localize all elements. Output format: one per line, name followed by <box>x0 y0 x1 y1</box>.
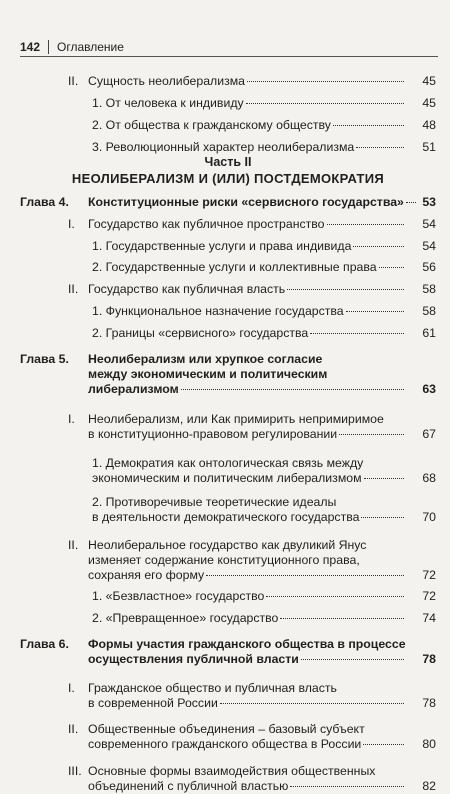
dot-leader <box>206 575 404 576</box>
toc-page-number: 61 <box>422 326 436 340</box>
dot-leader <box>379 267 404 268</box>
toc-entry-title <box>88 282 406 297</box>
toc-page-number: 45 <box>422 96 436 110</box>
toc-entry-title <box>88 538 406 583</box>
toc-entry-text-line: Общественные объединения – базовый субъект <box>88 722 365 736</box>
toc-entry-title <box>92 326 406 341</box>
toc-entry-title <box>92 304 406 319</box>
toc-entry <box>20 495 436 525</box>
dot-leader <box>346 311 404 312</box>
toc-page-number: 74 <box>422 611 436 625</box>
toc-entry <box>20 764 436 794</box>
toc-entry-number: Глава 6. <box>20 637 69 651</box>
dot-leader <box>356 147 404 148</box>
toc-page-number: 54 <box>422 239 436 253</box>
toc-entry-text-line: Неолиберализм, или Как примирить непримиримое <box>88 412 384 426</box>
toc-entry-text-line: Формы участия гражданского общества в процессе <box>88 637 406 651</box>
dot-leader <box>220 703 404 704</box>
toc-page-number: 51 <box>422 140 436 154</box>
toc-page-number: 48 <box>422 118 436 132</box>
toc-entry-text-line: осуществления публичной власти <box>88 652 299 666</box>
toc-entry-title <box>88 681 406 711</box>
toc-entry-text-line: в конституционно-правовом регулировании <box>88 427 338 441</box>
dot-leader <box>310 333 404 334</box>
toc-entry-text-line: Неолиберализм или хрупкое согласие <box>88 352 323 366</box>
toc-entry-text-line: Неолиберальное государство как двуликий Янус <box>88 538 367 552</box>
toc-entry-number: I. <box>68 412 75 426</box>
dot-leader <box>280 618 404 619</box>
toc-page-number: 78 <box>422 696 436 710</box>
toc-entry-text-line: 1. Функциональное назначение государства <box>92 304 344 318</box>
toc-entry <box>20 118 436 133</box>
dot-leader <box>361 517 404 518</box>
toc-entry-title <box>92 260 406 275</box>
toc-page-number: 70 <box>422 510 436 524</box>
toc-page-number: 68 <box>422 471 436 485</box>
header-divider <box>48 40 49 54</box>
toc-entry-title <box>92 456 406 486</box>
toc-entry-title <box>92 118 406 133</box>
toc-page-number: 58 <box>422 304 436 318</box>
toc-entry <box>20 589 436 604</box>
toc-entry-text-line: 2. От общества к гражданскому обществу <box>92 118 331 132</box>
toc-entry-title <box>88 352 406 397</box>
toc-entry-number: II. <box>68 722 79 736</box>
dot-leader <box>363 744 404 745</box>
toc-entry-title <box>92 140 406 155</box>
toc-entry <box>20 681 436 711</box>
toc-entry-number: I. <box>68 681 75 695</box>
toc-chapter-entry <box>20 195 436 210</box>
toc-entry-text-line: Государство как публичное пространство <box>88 217 325 231</box>
toc-entry <box>20 239 436 254</box>
dot-leader <box>364 478 404 479</box>
toc-entry-text-line: Гражданское общество и публичная власть <box>88 681 337 695</box>
toc-entry-text-line: в современной России <box>88 696 218 710</box>
toc-entry-number: III. <box>68 764 82 778</box>
toc-entry <box>20 96 436 111</box>
dot-leader <box>353 246 404 247</box>
toc-page-number: 56 <box>422 260 436 274</box>
toc-entry-number: II. <box>68 282 79 296</box>
running-title: Оглавление <box>57 40 124 54</box>
toc-entry <box>20 611 436 626</box>
part-title: НЕОЛИБЕРАЛИЗМ И (ИЛИ) ПОСТДЕМОКРАТИЯ <box>71 171 385 186</box>
toc-entry-text-line: 1. «Безвластное» государство <box>92 589 265 603</box>
toc-entry-number: Глава 5. <box>20 352 69 366</box>
toc-page-number: 80 <box>422 737 436 751</box>
toc-entry <box>20 538 436 583</box>
toc-entry-text-line: 2. Границы «сервисного» государства <box>92 326 309 340</box>
toc-page-number: 72 <box>422 568 436 582</box>
toc-entry-title <box>88 722 406 752</box>
toc-entry <box>20 217 436 232</box>
toc-entry-text-line: Основные формы взаимодействия общественных <box>88 764 376 778</box>
toc-entry <box>20 304 436 319</box>
dot-leader <box>327 224 404 225</box>
toc-entry-number: II. <box>68 74 79 88</box>
page-number: 142 <box>20 40 41 54</box>
toc-entry <box>20 412 436 442</box>
toc-entry-text-line: 1. Демократия как онтологическая связь между <box>92 456 364 470</box>
toc-entry-text-line: либерализмом <box>88 382 179 396</box>
toc-entry-title <box>88 412 406 442</box>
toc-entry-title <box>88 637 406 667</box>
toc-page-number: 63 <box>422 382 436 396</box>
toc-chapter-entry <box>20 637 436 667</box>
toc-entry-title <box>92 96 406 111</box>
toc-entry-title <box>92 495 406 525</box>
toc-entry <box>20 326 436 341</box>
toc-entry-title <box>88 74 406 89</box>
toc-entry-text-line: 1. Государственные услуги и права индивида <box>92 239 352 253</box>
dot-leader <box>287 289 404 290</box>
toc-entry-text-line: сохраняя его форму <box>88 568 205 582</box>
dot-leader <box>246 103 404 104</box>
toc-entry-number: II. <box>68 538 79 552</box>
toc-entry-text-line: между экономическим и политическим <box>88 367 328 381</box>
toc-page-number: 58 <box>422 282 436 296</box>
toc-entry-text-line: Сущность неолиберализма <box>88 74 246 88</box>
dot-leader <box>266 596 404 597</box>
toc-entry-text-line: современного гражданского общества в России <box>88 737 362 751</box>
toc-entry-title <box>92 611 406 626</box>
toc-entry-text-line: экономическим и политическим либерализмом <box>92 471 362 485</box>
toc-entry-title <box>88 217 406 232</box>
dot-leader <box>301 659 404 660</box>
toc-page-number: 53 <box>422 195 436 209</box>
header-rule <box>20 56 438 57</box>
toc-entry-number: Глава 4. <box>20 195 69 209</box>
toc-entry-text-line: 2. Противоречивые теоретические идеалы <box>92 495 337 509</box>
toc-page-number: 45 <box>422 74 436 88</box>
toc-entry <box>20 722 436 752</box>
toc-entry-text-line: 1. От человека к индивиду <box>92 96 244 110</box>
toc-entry-text-line: 3. Революционный характер неолиберализма <box>92 140 355 154</box>
dot-leader <box>333 125 404 126</box>
toc-entry-title <box>88 764 406 794</box>
toc-entry-text-line: Государство как публичная власть <box>88 282 286 296</box>
toc-entry <box>20 140 436 155</box>
dot-leader <box>247 81 404 82</box>
toc-page-number: 78 <box>422 652 436 666</box>
toc-entry-text-line: 2. «Превращенное» государство <box>92 611 279 625</box>
toc-chapter-entry <box>20 352 436 397</box>
toc-entry <box>20 282 436 297</box>
toc-page-number: 67 <box>422 427 436 441</box>
toc-entry <box>20 74 436 89</box>
toc-page-number: 82 <box>422 779 436 793</box>
toc-entry-title <box>92 239 406 254</box>
toc-entry-text-line: изменяет содержание конституционного права, <box>88 553 360 567</box>
running-header <box>20 40 124 54</box>
toc-entry-title <box>92 589 406 604</box>
dot-leader <box>339 434 404 435</box>
dot-leader <box>290 786 404 787</box>
toc-entry <box>20 260 436 275</box>
dot-leader <box>181 389 404 390</box>
toc-page-number: 72 <box>422 589 436 603</box>
toc-page-number: 54 <box>422 217 436 231</box>
toc-entry-text-line: объединений с публичной властью <box>88 779 289 793</box>
toc-entry-text-line: Конституционные риски «сервисного государства» <box>88 195 404 209</box>
toc-entry-title <box>88 195 406 210</box>
toc-entry-text-line: в деятельности демократического государства <box>92 510 360 524</box>
toc-entry-number: I. <box>68 217 75 231</box>
toc-entry <box>20 456 436 486</box>
toc-entry-text-line: 2. Государственные услуги и коллективные права <box>92 260 377 274</box>
part-label: Часть II <box>204 155 252 169</box>
